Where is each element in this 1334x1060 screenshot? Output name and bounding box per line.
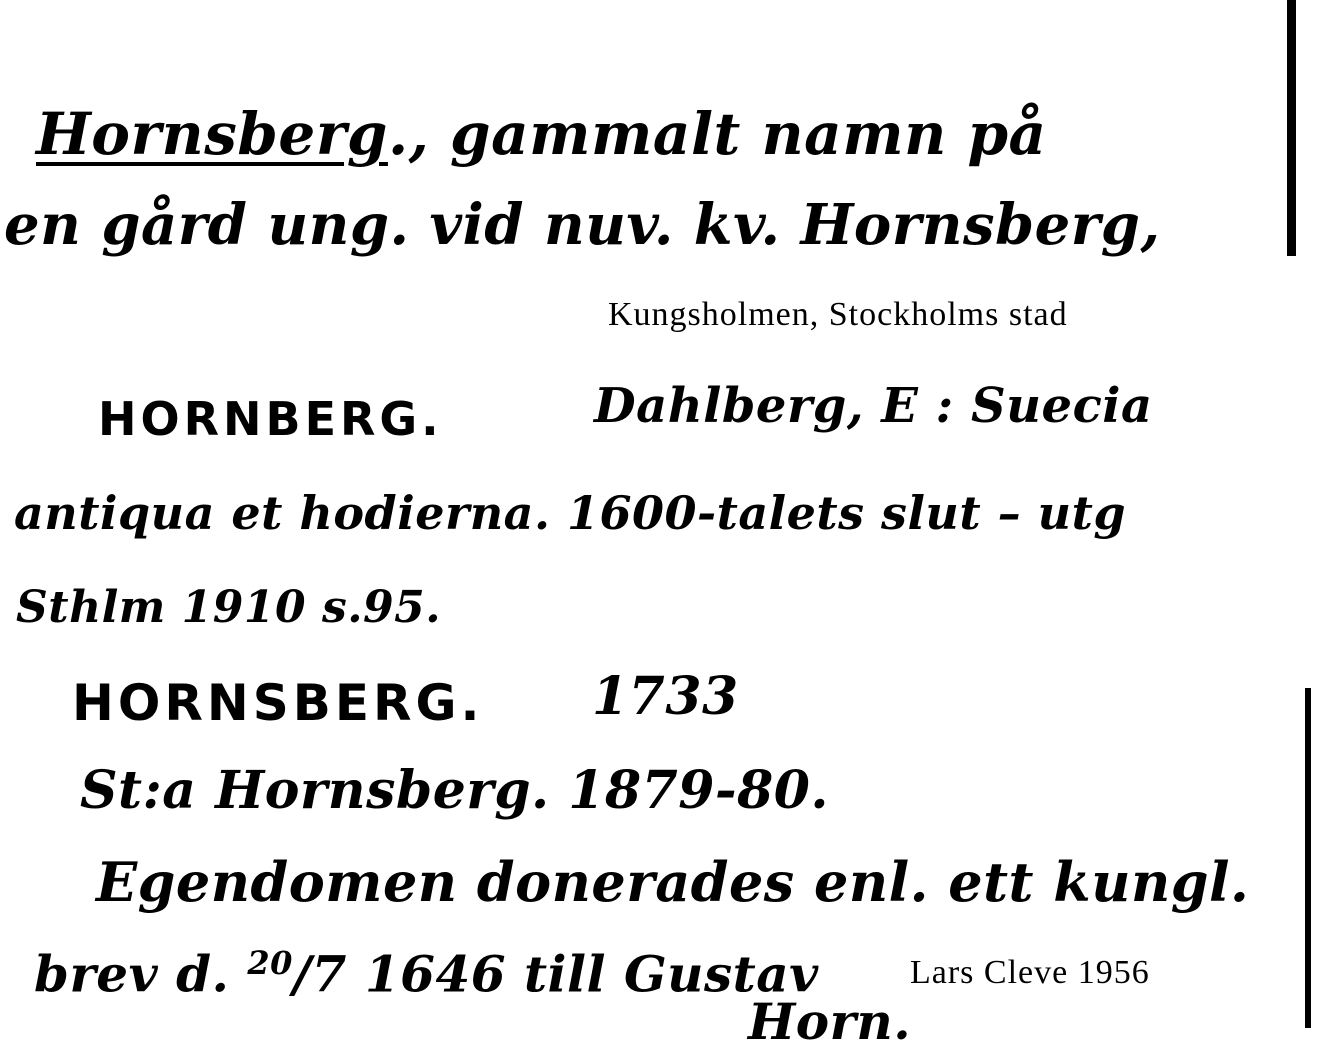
note-date-month: /7 [292,944,347,1004]
note-line2-rest: 1646 till Gustav [364,944,819,1004]
entry-hornberg-source-line2: antiqua et hodierna. 1600-talets slut – utg [14,486,1127,540]
entry-hornberg-source-line3: Sthlm 1910 s.95. [16,582,442,633]
entry-st-hornsberg: St:a Hornsberg. 1879-80. [80,760,830,821]
author-signature: Lars Cleve 1956 [910,954,1150,991]
note-line2 [34,944,819,1004]
entry-hornberg [98,378,1278,462]
headline-line [36,100,1047,168]
note-line2-prefix: brev d. [34,944,230,1004]
entry-hornsberg-name: HORNSBERG. [72,674,484,732]
entry-hornsberg [72,666,872,744]
entry-hornberg-source: Dahlberg, E : Suecia [594,378,1153,434]
note-line1: Egendomen donerades enl. ett kungl. [96,850,1250,914]
description-line: en gård ung. vid nuv. kv. Hornsberg, [4,192,1161,258]
note-line3: Horn. [748,992,912,1051]
note-date-day: 20 [247,944,293,982]
headword: Hornsberg [36,100,388,168]
entry-hornberg-name: HORNBERG. [98,392,443,446]
entry-hornsberg-year: 1733 [592,666,739,727]
headline-rest: ., gammalt namn på [387,100,1047,168]
location-label: Kungsholmen, Stockholms stad [608,296,1068,333]
card-edge-line-bottom [1305,688,1311,1028]
card-edge-line-top [1287,0,1296,256]
